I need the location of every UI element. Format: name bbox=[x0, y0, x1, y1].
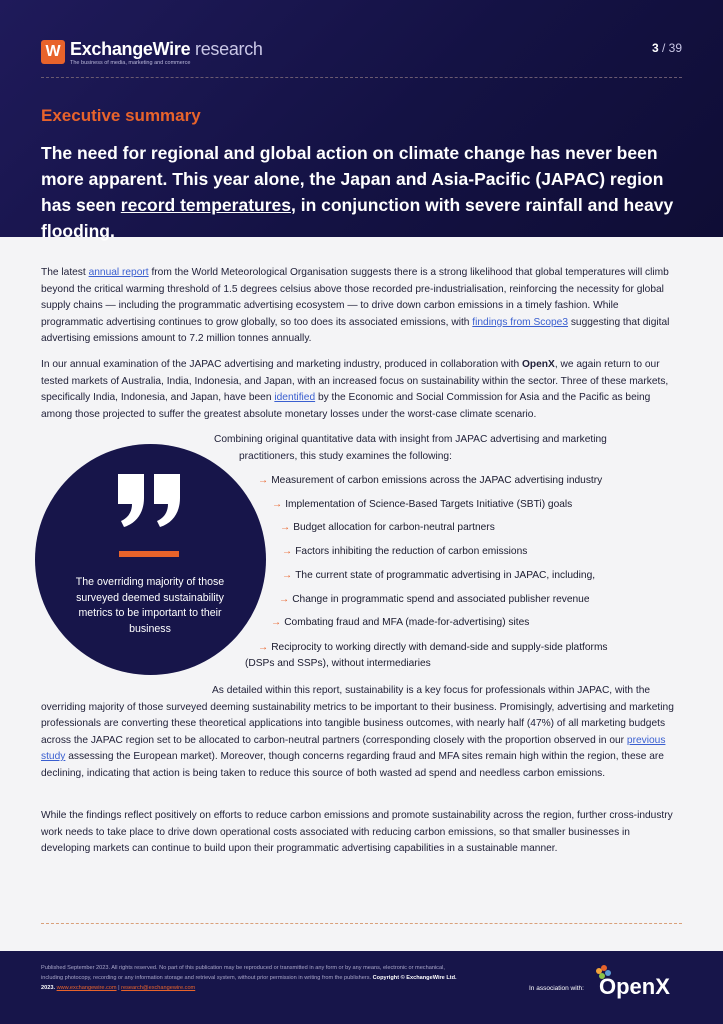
email-link[interactable]: research@exchangewire.com bbox=[121, 985, 196, 991]
list-item: → Budget allocation for carbon-neutral partners bbox=[280, 522, 495, 533]
paragraph-findings: As detailed within this report, sustainability is a key focus for professionals within JAPAC, with the overriding majority of those surveyed deeming sustainability metrics to be important to their business. Promisingly, advertising and marketing professionals are converting these theoretical applications into tangible business outcomes, with nearly half (47%) of all marketing budgets across the JAPAC region set to be allocated to carbon-neutral partners (corresponding closely with the proportion observed in our previous study assessing the European market). Moreover, though concerns regarding fraud and MFA sites remain high within the region, these are declining, indicating that action is being taken to reduce this source of both wasted ad spend and needless carbon emissions. bbox=[41, 685, 674, 779]
legal-notice: Published September 2023. All rights reserved. No part of this publication may be reproduced or transmitted in any form or by any means, electronic or mechanical, including photocopy, recording or any information storage and retrieval system, without prior permission in writing from the publishers. Copyright © ExchangeWire Ltd. 2023. www.exchangewire.com | research@exchangewire.com bbox=[41, 965, 457, 991]
arrow-icon: → bbox=[258, 642, 269, 653]
arrow-icon: → bbox=[272, 499, 283, 510]
list-item: → Measurement of carbon emissions across the JAPAC advertising industry bbox=[258, 475, 603, 486]
openx-logo[interactable] bbox=[593, 963, 685, 999]
paragraph-wmo: The latest annual report from the World Meteorological Organisation suggests there is a strong likelihood that global temperatures will climb beyond the critical warming threshold of 1.5 degrees celsius above those recorded pre-industrialisation, reinforcing the necessity for global supply chains — including the programmatic advertising ecosystem — to drive down carbon emissions in a timely fashion. While programmatic advertising continues to grow globally, so too does its associated emissions, with findings from Scope3 suggesting that digital advertising emissions amount to 7.2 million tonnes annually. bbox=[41, 267, 670, 344]
page-current: 3 bbox=[651, 41, 659, 55]
list-item: → Change in programmatic spend and associated publisher revenue bbox=[279, 594, 590, 605]
list-item: → Implementation of Science-Based Targets Initiative (SBTi) goals bbox=[272, 499, 573, 510]
openx-logo-text: OpenX bbox=[599, 974, 670, 999]
scope3-findings-link[interactable]: findings from Scope3 bbox=[472, 316, 568, 328]
identified-link[interactable]: identified bbox=[274, 392, 316, 403]
section-title: Executive summary bbox=[41, 106, 201, 125]
exchangewire-logo[interactable] bbox=[41, 40, 263, 66]
openx-mention: OpenX bbox=[521, 359, 555, 370]
pull-quote-text: The overriding majority of those surveyed deemed sustainability metrics to be important to their business bbox=[75, 576, 225, 635]
arrow-icon: → bbox=[282, 570, 293, 581]
list-item: → Reciprocity to working directly with demand-side and supply-side platforms bbox=[258, 642, 608, 653]
list-item: → Factors inhibiting the reduction of carbon emissions bbox=[282, 546, 528, 557]
brand-suffix: research bbox=[190, 39, 263, 59]
lead-paragraph: The need for regional and global action on climate change has never been more apparent. This year alone, the Japan and Asia-Pacific (JAPAC) region has seen record temperatures, in conjunction with severe rainfall and heavy flooding. bbox=[41, 143, 674, 241]
quote-accent-bar bbox=[119, 551, 179, 557]
list-item-continuation: (DSPs and SSPs), without intermediaries bbox=[245, 658, 431, 669]
header-band bbox=[0, 0, 723, 241]
previous-study-link[interactable]: previous study bbox=[41, 734, 666, 762]
list-item: → The current state of programmatic advertising in JAPAC, including, bbox=[282, 570, 596, 581]
copyright: Copyright © ExchangeWire Ltd. 2023. bbox=[41, 975, 457, 991]
brand-name: ExchangeWire bbox=[70, 39, 191, 59]
footer-divider bbox=[41, 923, 682, 924]
annual-report-link[interactable]: annual report bbox=[88, 267, 149, 278]
website-link[interactable]: www.exchangewire.com bbox=[56, 985, 117, 991]
in-association-label: In association with: bbox=[529, 985, 584, 992]
brand-tagline: The business of media, marketing and commerce bbox=[70, 60, 191, 66]
paragraph-study-intro: Combining original quantitative data with insight from JAPAC advertising and marketing practitioners, this study examines the following: bbox=[214, 434, 607, 462]
header-divider bbox=[41, 77, 682, 78]
paragraph-japac: In our annual examination of the JAPAC advertising and marketing industry, produced in collaboration with OpenX, we again return to our tested markets of Australia, India, Indonesia, and Japan, with an increased focus on sustainability within the sector. Three of these markets, specifically India, Indonesia, and Japan, have been identified by the Economic and Social Commission for Asia and the Pacific as being among those projected to suffer the greatest absolute monetary losses under the worst-case climate scenario. bbox=[41, 359, 669, 420]
quote-icon bbox=[114, 470, 184, 530]
page-number bbox=[652, 41, 682, 55]
arrow-icon: → bbox=[258, 475, 269, 486]
arrow-icon: → bbox=[282, 546, 293, 557]
page-total: / 39 bbox=[658, 41, 682, 55]
arrow-icon: → bbox=[279, 594, 290, 605]
record-temperatures-link[interactable]: record temperatures bbox=[120, 195, 291, 215]
list-item: → Combating fraud and MFA (made-for-advertising) sites bbox=[271, 617, 530, 628]
logo-mark: W bbox=[41, 40, 65, 64]
paragraph-conclusion: While the findings reflect positively on efforts to reduce carbon emissions and promote sustainability across the region, further cross-industry work needs to take place to drive down operational costs associated with reducing carbon emissions, so that smaller businesses in developing markets can continue to build upon their programmatic advertising capabilities in a sustainable manner. bbox=[41, 810, 673, 854]
arrow-icon: → bbox=[280, 522, 291, 533]
arrow-icon: → bbox=[271, 617, 282, 628]
